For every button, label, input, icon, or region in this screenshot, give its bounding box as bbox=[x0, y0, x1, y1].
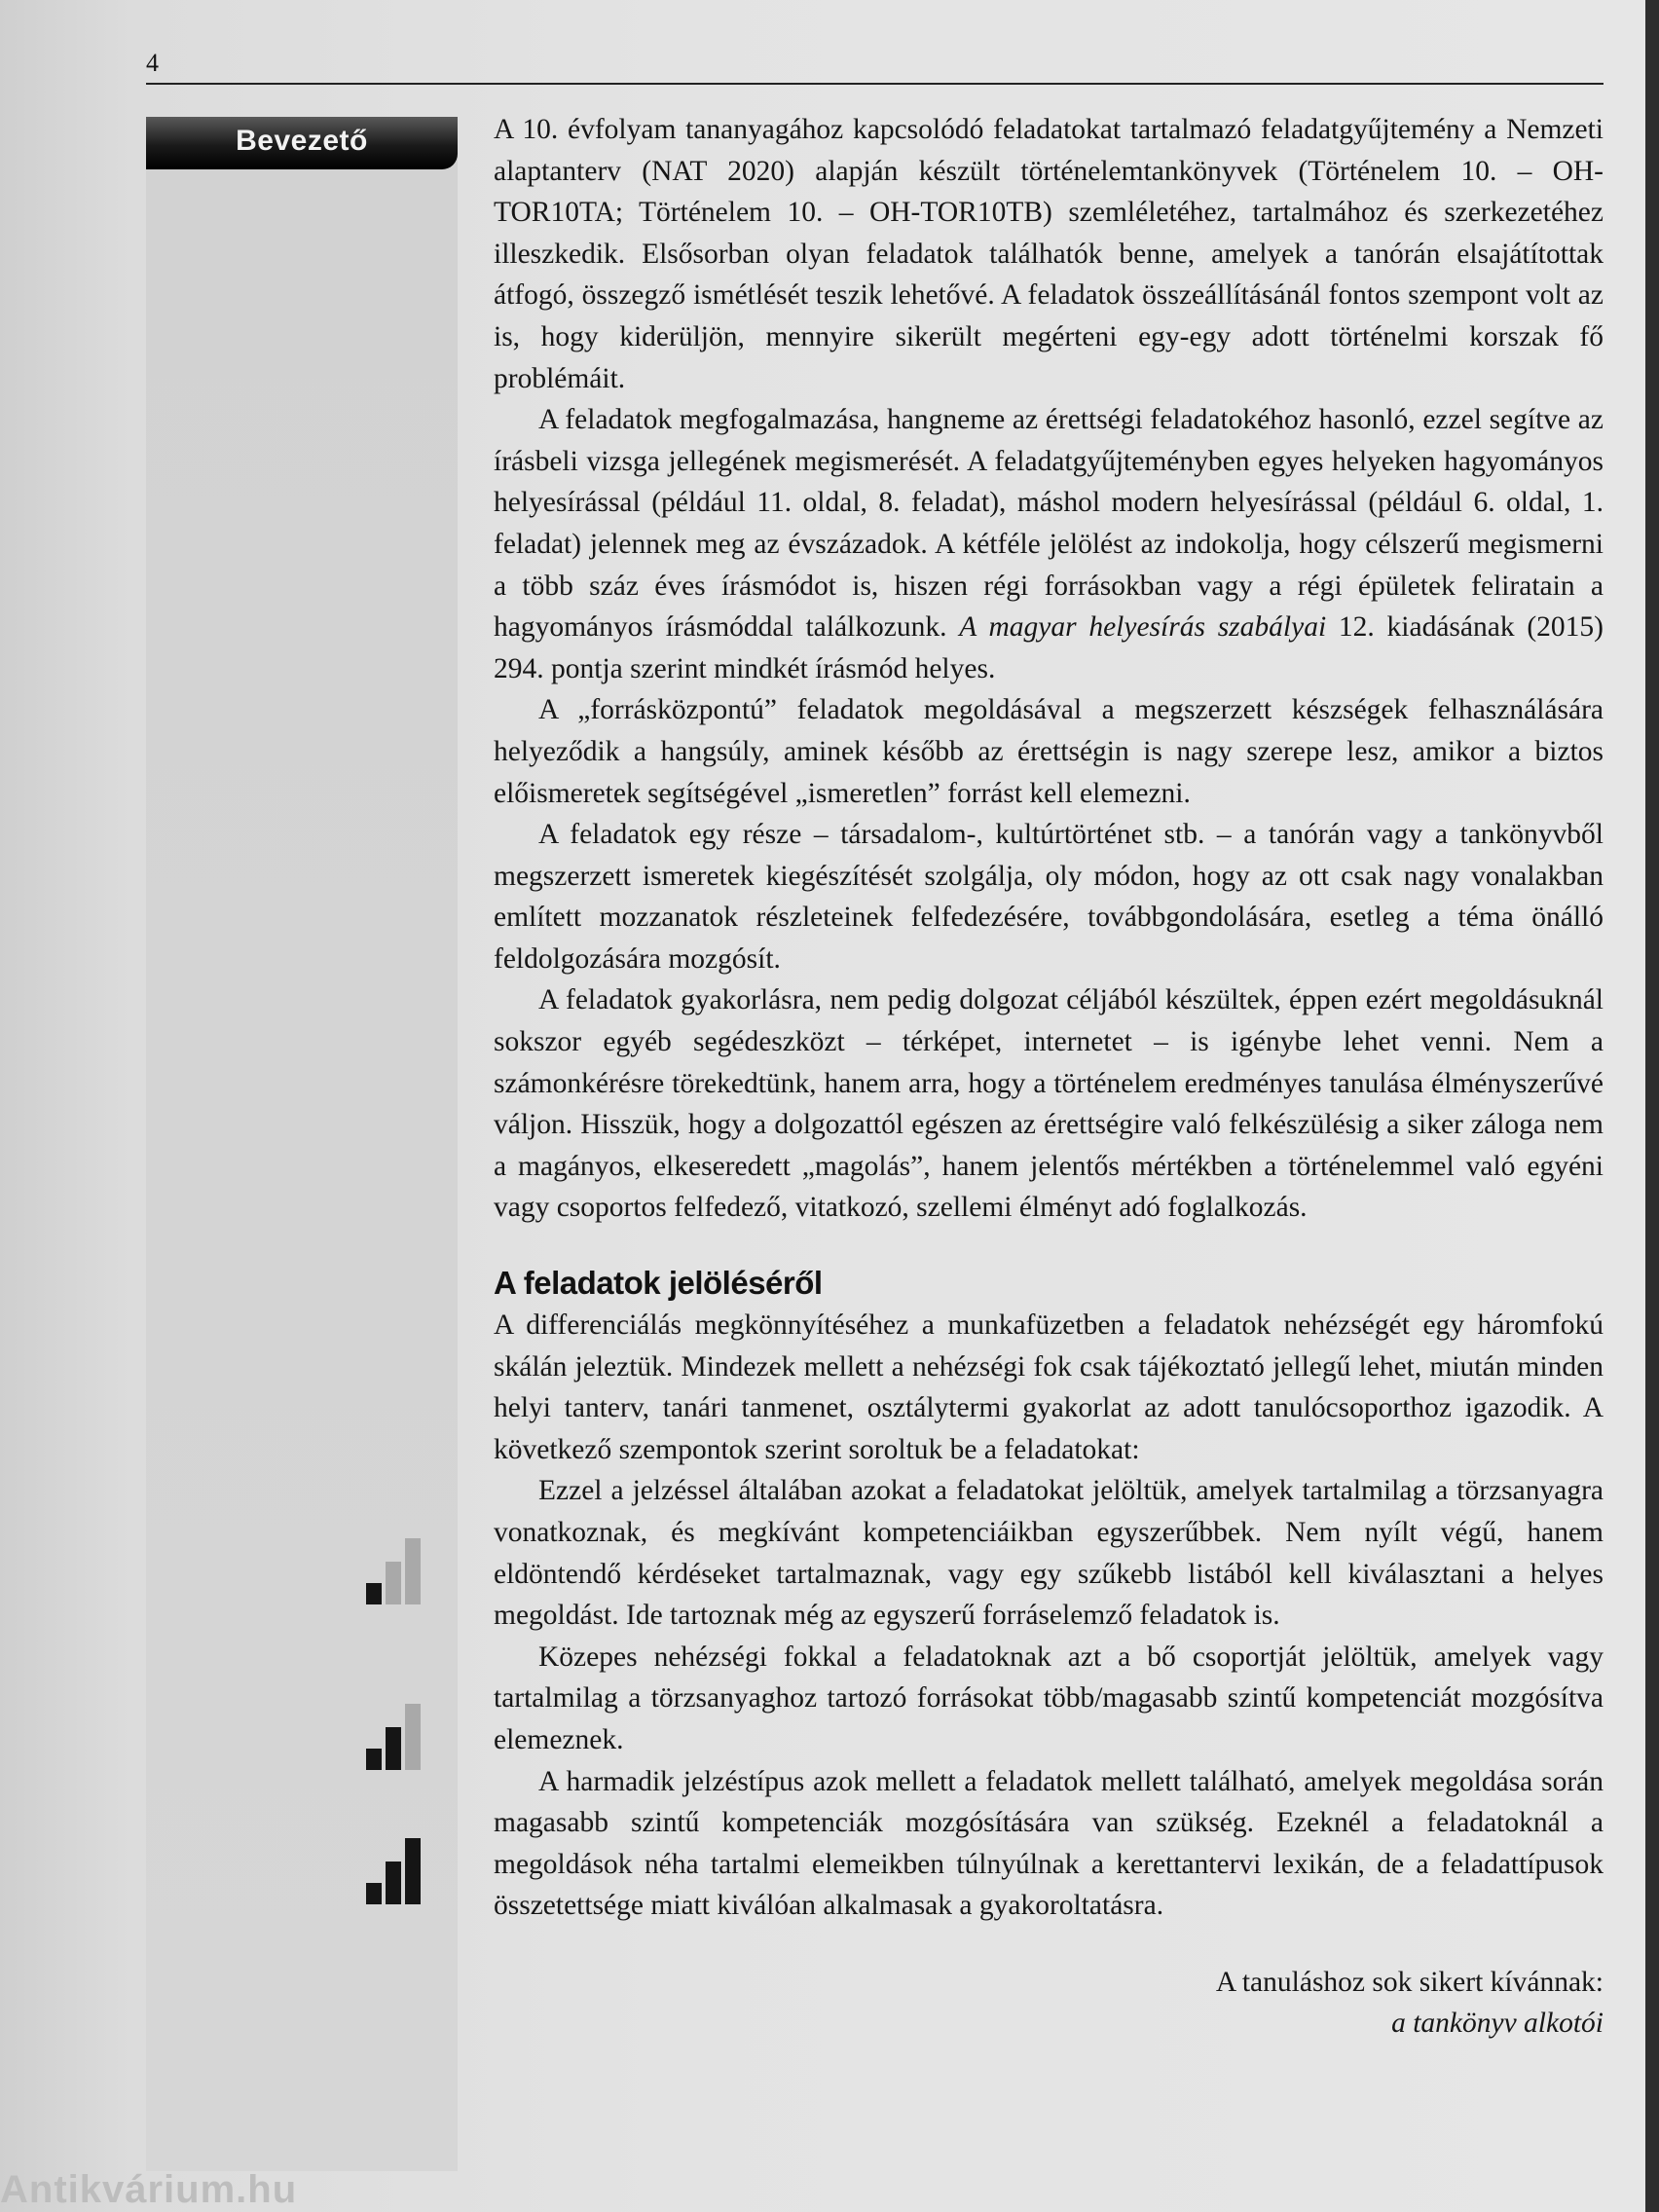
paragraph-level-1: Ezzel a jelzéssel általában azokat a feladatokat jelöltük, amelyek tartalmilag a törzsanyagra vonatkoznak, és megkívánt kompetenciáikban egyszerűbbek. Nem nyílt végű, hanem eldöntendő kérdéseket tartalmaznak, vagy egy szűkebb listából kell kiválasztani a helyes megoldást. Ide tartoznak még az egyszerű forráselemző feladatok is. bbox=[494, 1475, 1604, 1632]
paragraph-spelling: A feladatok megfogalmazása, hangneme az érettségi feladatokéhoz hasonló, ezzel segítve az írásbeli vizsga jellegének megismerését. A feladatgyűjteményben egyes helyeken hagyományos helyesírással (például 11. oldal, 8. feladat), máshol modern helyesírással (például 6. oldal, 1. feladat) jelennek meg az évszázadok. A kétféle jelölést az indokolja, hogy célszerű megismerni a több száz éves írásmódot is, hiszen régi forrásokban vagy a régi épületek feliratain a hagyományos írásmóddal találkozunk. A magyar helyesírás szabályai 12. kiadásának (2015) 294. pontja szerint mindkét írásmód helyes. bbox=[494, 404, 1604, 684]
difficulty-1-icon bbox=[366, 1536, 424, 1604]
paragraph-level-2: Közepes nehézségi fokkal a feladatoknak azt a bő csoportját jelöltük, amelyek vagy tartalmilag a törzsanyaghoz tartozó forrásokat több/magasabb szintű kompetenciát mozgósítva elemeznek. bbox=[494, 1641, 1604, 1755]
difficulty-2-icon bbox=[366, 1702, 424, 1770]
watermark-text: Antikvárium.hu bbox=[0, 2168, 298, 2211]
paragraph-intro: A 10. évfolyam tananyagához kapcsolódó feladatokat tartalmazó feladatgyűjtemény a Nemzeti alaptanterv (NAT 2020) alapján készült történelemtankönyvek (Történelem 10. – OH-TOR10TA; Történelem 10. – OH-TOR10TB) szemléletéhez, tartalmához és szerkezetéhez illeszkedik. Elsősorban olyan feladatok találhatók benne, amelyek a tanórán elsajátítottak átfogó, összegző ismétlését teszik lehetővé. A feladatok összeállításánál fontos szempont volt az is, hogy kiderüljön, mennyire sikerült megérteni egy-egy adott történelmi korszak fő problémáit. bbox=[494, 114, 1604, 394]
header-rule bbox=[146, 83, 1604, 85]
paragraph-practice: A feladatok gyakorlásra, nem pedig dolgozat céljából készültek, éppen ezért megoldásuknál sokszor egyéb segédeszközt – térképet, internetet – is igénybe lehet venni. Nem a számonkérésre törekedtünk, hanem arra, hogy a történelem eredményes tanulása élményszerűvé váljon. Hisszük, hogy a dolgozattól egészen az érettségire való felkészülésig a siker záloga nem a magányos, elkeseredett „magolás”, hanem jelentős mértékben a történelemmel való egyéni vagy csoportos felfedező, vitatkozó, szellemi élményt adó foglalkozás. bbox=[494, 984, 1604, 1224]
signature-greeting: A tanuláshoz sok sikert kívánnak: bbox=[1215, 1966, 1604, 1998]
page-edge-shadow bbox=[1645, 0, 1659, 2212]
marking-heading: A feladatok jelöléséről bbox=[494, 1265, 823, 1302]
signature-authors: a tankönyv alkotói bbox=[1391, 2007, 1604, 2039]
paragraph-level-3: A harmadik jelzéstípus azok mellett a feladatok mellett található, amelyek megoldása során magasabb szintű kompetenciák mozgósítására van szükség. Ezeknél a feladatoknál a megoldások néha tartalmi elemeikben túlnyúlnak a kerettantervi lexikán, de a feladattípusok összetettsége miatt kiválóan alkalmasak a gyakoroltatásra. bbox=[494, 1765, 1604, 1922]
signature bbox=[494, 1962, 1604, 2044]
difficulty-3-icon bbox=[366, 1836, 424, 1904]
section-tab bbox=[146, 117, 458, 169]
page-number: 4 bbox=[146, 49, 159, 77]
book-title-italic: A magyar helyesírás szabályai bbox=[959, 611, 1327, 644]
paragraph-marking-intro: A differenciálás megkönnyítéséhez a munkafüzetben a feladatok nehézségét egy háromfokú skálán jeleztük. Mindezek mellett a nehézségi fok csak tájékoztató jellegű lehet, miután minden helyi tanterv, tanári tanmenet, osztálytermi gyakorlat az adott tanulócsoporthoz igazodik. A következő szempontok szerint soroltuk be a feladatokat: bbox=[494, 1309, 1604, 1465]
paragraph-supplement: A feladatok egy része – társadalom-, kultúrtörténet stb. – a tanórán vagy a tankönyvből megszerzett ismeretek kiegészítését szolgálja, oly módon, hogy az ott csak nagy vonalakban említett mozzanatok részleteinek felfedezésére, továbbgondolására, esetleg a téma önálló feldolgozására mozgósít. bbox=[494, 819, 1604, 975]
main-text bbox=[494, 109, 1604, 2044]
section-tab-label: Bevezető bbox=[236, 125, 368, 157]
paragraph-sources: A „forrásközpontú” feladatok megoldásával a megszerzett készségek felhasználására helyeződik a hangsúly, aminek később az érettségin is nagy szerepe lesz, amikor a biztos előismeretek segítségével „ismeretlen” forrást kell elemezni. bbox=[494, 694, 1604, 809]
